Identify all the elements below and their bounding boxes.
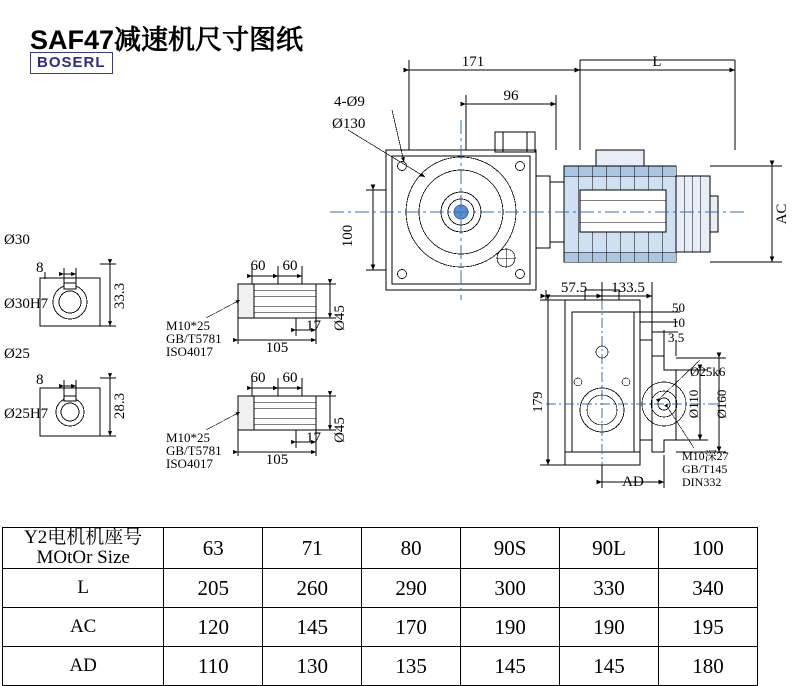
AC-3: 190: [461, 608, 560, 647]
dim-key-8-upper: 8: [36, 260, 44, 276]
dim-AC: AC: [774, 203, 790, 225]
table-row-header: [3, 528, 758, 569]
dim-130: Ø130: [332, 116, 366, 132]
dim-57-5: 57.5: [560, 280, 588, 296]
dim-key-8-lower: 8: [36, 372, 44, 388]
L-2: 290: [362, 569, 461, 608]
dim-171: 171: [461, 54, 485, 70]
label-shaft-25: Ø25: [4, 346, 30, 362]
dim-17-upper: 17: [306, 318, 321, 334]
row-label-motor-size-cn: Y2电机机座号: [24, 527, 143, 548]
note-m10-deep-3: DIN332: [682, 475, 722, 489]
row-label-motor-size-en: MOtOr Size: [36, 547, 130, 568]
AD-1: 130: [263, 647, 362, 686]
dim-4-holes: 4-Ø9: [334, 94, 365, 110]
note-m10-lower-1: M10*25: [166, 430, 211, 445]
dim-60-lower-2: 60: [282, 370, 298, 386]
dim-105-upper: 105: [265, 340, 289, 356]
dim-45-upper: Ø45: [332, 305, 348, 331]
row-label-AD: AD: [3, 647, 164, 686]
dim-100: 100: [340, 224, 356, 248]
row-label-L: L: [3, 569, 164, 608]
motor-size-1: 71: [263, 528, 362, 569]
row-label-AC: AC: [3, 608, 164, 647]
table-row-L: [3, 569, 758, 608]
L-0: 205: [164, 569, 263, 608]
note-m10-upper-1: M10*25: [166, 318, 211, 333]
note-m10-deep-1: M10深27: [682, 449, 729, 463]
label-shaft-30: Ø30: [4, 232, 30, 248]
row-label-motor-size: [3, 528, 164, 569]
dim-17-lower: 17: [306, 430, 321, 446]
label-shaft-25-h7: Ø25H7: [4, 406, 49, 422]
AC-0: 120: [164, 608, 263, 647]
dim-45-lower: Ø45: [332, 417, 348, 443]
AD-3: 145: [461, 647, 560, 686]
dim-28-3: 28.3: [112, 392, 128, 420]
note-m10-upper-3: ISO4017: [166, 344, 213, 359]
AD-0: 110: [164, 647, 263, 686]
dim-25k6: Ø25k6: [690, 364, 726, 379]
dim-160: Ø160: [714, 389, 729, 419]
dim-AD: AD: [622, 474, 644, 490]
note-m10-deep-2: GB/T145: [682, 462, 728, 476]
label-shaft-30-h7: Ø30H7: [4, 296, 49, 312]
motor-size-2: 80: [362, 528, 461, 569]
L-5: 340: [659, 569, 758, 608]
note-m10-upper-2: GB/T5781: [166, 331, 222, 346]
dimension-table: [2, 527, 758, 686]
dim-3-5: 3.5: [668, 330, 685, 345]
AD-4: 145: [560, 647, 659, 686]
table-row-AD: [3, 647, 758, 686]
L-3: 300: [461, 569, 560, 608]
motor-size-4: 90L: [560, 528, 659, 569]
AC-2: 170: [362, 608, 461, 647]
dim-105-lower: 105: [265, 452, 289, 468]
AD-5: 180: [659, 647, 758, 686]
motor-size-0: 63: [164, 528, 263, 569]
note-m10-lower-3: ISO4017: [166, 456, 213, 471]
L-1: 260: [263, 569, 362, 608]
AC-1: 145: [263, 608, 362, 647]
motor-size-3: 90S: [461, 528, 560, 569]
dim-L: L: [652, 54, 662, 70]
note-m10-lower-2: GB/T5781: [166, 443, 222, 458]
dim-110: Ø110: [686, 389, 701, 419]
AC-4: 190: [560, 608, 659, 647]
table-row-AC: [3, 608, 758, 647]
L-4: 330: [560, 569, 659, 608]
dim-50: 50: [672, 300, 685, 315]
AC-5: 195: [659, 608, 758, 647]
dim-96: 96: [503, 88, 519, 104]
dim-133-5: 133.5: [611, 280, 645, 296]
dim-60-upper-1: 60: [250, 258, 266, 274]
dim-179: 179: [531, 391, 546, 413]
dim-33-3: 33.3: [112, 282, 128, 310]
dim-60-lower-1: 60: [250, 370, 266, 386]
brand-logo: BOSERL: [30, 52, 113, 74]
AD-2: 135: [362, 647, 461, 686]
dim-10: 10: [672, 315, 685, 330]
page-title: SAF47减速机尺寸图纸: [30, 25, 304, 55]
motor-size-5: 100: [659, 528, 758, 569]
dim-60-upper-2: 60: [282, 258, 298, 274]
